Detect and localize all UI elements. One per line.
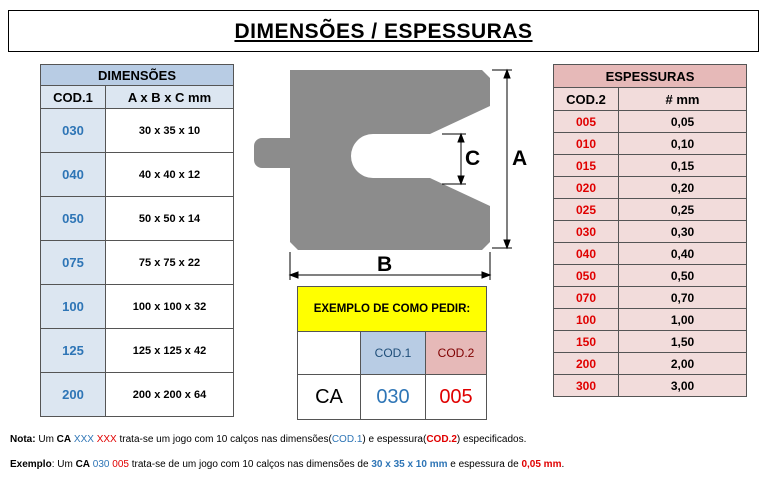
thickness-value-cell: 1,50 [619,331,747,353]
order-example-code1: 030 [361,375,426,420]
dimension-b-label: B [377,253,393,276]
dimensions-code-cell: 200 [41,373,106,417]
thickness-value-cell: 0,20 [619,177,747,199]
order-example-blank-cell [298,332,361,375]
dimension-c-line [442,134,466,184]
thickness-code-cell: 025 [554,199,619,221]
dimensions-col-code: COD.1 [41,86,106,109]
dimensions-value-cell: 75 x 75 x 22 [106,241,234,285]
thickness-body [554,111,747,397]
thickness-code-cell: 100 [554,309,619,331]
thickness-row [554,309,747,331]
thickness-value-cell: 2,00 [619,353,747,375]
dimension-a-label: A [512,147,528,170]
dimensions-header: DIMENSÕES [41,65,234,86]
thickness-code-cell: 040 [554,243,619,265]
dimensions-row [41,197,234,241]
thickness-value-cell: 0,30 [619,221,747,243]
note-line [10,434,526,445]
thickness-value-cell: 3,00 [619,375,747,397]
thickness-row [554,133,747,155]
thickness-code-cell: 015 [554,155,619,177]
title-box [8,10,759,52]
thickness-row [554,265,747,287]
dimensions-row [41,153,234,197]
thickness-code-cell: 030 [554,221,619,243]
order-example-title: EXEMPLO DE COMO PEDIR: [298,287,487,332]
note-text-1: Um [35,434,57,445]
dimensions-value-cell: 40 x 40 x 12 [106,153,234,197]
thickness-code-cell: 010 [554,133,619,155]
dimensions-code-cell: 040 [41,153,106,197]
thickness-code-cell: 150 [554,331,619,353]
thickness-code-cell: 020 [554,177,619,199]
thickness-row [554,375,747,397]
example-note-code1: 030 [90,459,110,470]
order-example-col-code2: COD.2 [426,332,487,375]
dimensions-body [41,109,234,417]
thickness-value-cell: 0,15 [619,155,747,177]
dimensions-row [41,373,234,417]
thickness-row [554,221,747,243]
note-xxx-code2: XXX [93,434,117,445]
note-text-4: ) especificados. [456,434,527,445]
example-note-code2: 005 [109,459,129,470]
example-note-text-4: . [561,459,565,470]
shim-diagram [248,64,548,284]
thickness-row [554,353,747,375]
shim-shape [254,70,490,250]
thickness-code-cell: 300 [554,375,619,397]
dimensions-value-cell: 100 x 100 x 32 [106,285,234,329]
thickness-value-cell: 0,25 [619,199,747,221]
dimensions-row [41,241,234,285]
dimensions-code-cell: 125 [41,329,106,373]
note-ca: CA [56,434,72,445]
thickness-row [554,177,747,199]
thickness-value-cell: 1,00 [619,309,747,331]
order-example-prefix: CA [298,375,361,420]
note-xxx-code1: XXX [71,434,94,445]
note-text-2: trata-se um jogo com 10 calços nas dimensões( [116,434,332,445]
thickness-row [554,287,747,309]
dimensions-row [41,329,234,373]
dimensions-row [41,109,234,153]
thickness-table [553,64,747,397]
dimensions-code-cell: 075 [41,241,106,285]
order-example-col-code1: COD.1 [361,332,426,375]
thickness-value-cell: 0,50 [619,265,747,287]
example-note-ca: CA [75,459,91,470]
dimensions-code-cell: 100 [41,285,106,329]
thickness-col-code: COD.2 [554,88,619,111]
note-text-3: ) e espessura( [362,434,427,445]
dimensions-value-cell: 30 x 35 x 10 [106,109,234,153]
note-label: Nota: [10,434,36,445]
dimensions-code-cell: 030 [41,109,106,153]
dimensions-value-cell: 200 x 200 x 64 [106,373,234,417]
thickness-row [554,155,747,177]
dimensions-value-cell: 125 x 125 x 42 [106,329,234,373]
order-example-table [297,286,487,420]
page-title: DIMENSÕES / ESPESSURAS [234,20,533,43]
thickness-row [554,199,747,221]
dimension-c-label: C [465,147,481,170]
thickness-code-cell: 200 [554,353,619,375]
example-note-line [10,459,564,470]
dimensions-value-cell: 50 x 50 x 14 [106,197,234,241]
order-example-code2: 005 [426,375,487,420]
dimensions-table [40,64,234,417]
dimension-a-line [492,70,512,248]
thickness-row [554,111,747,133]
thickness-row [554,331,747,353]
example-note-label: Exemplo [10,459,52,470]
thickness-code-cell: 050 [554,265,619,287]
example-note-text-3: e espessura de [447,459,522,470]
dimensions-col-size: A x B x C mm [106,86,234,109]
thickness-code-cell: 005 [554,111,619,133]
thickness-value-cell: 0,70 [619,287,747,309]
example-note-thickness: 0,05 mm [521,459,562,470]
note-cod1: COD.1 [331,434,363,445]
dimensions-row [41,285,234,329]
example-note-text-2: trata-se de um jogo com 10 calços nas dimensões de [128,459,372,470]
dimensions-code-cell: 050 [41,197,106,241]
thickness-code-cell: 070 [554,287,619,309]
thickness-value-cell: 0,05 [619,111,747,133]
example-note-dims: 30 x 35 x 10 mm [371,459,448,470]
thickness-value-cell: 0,10 [619,133,747,155]
thickness-value-cell: 0,40 [619,243,747,265]
thickness-col-mm: # mm [619,88,747,111]
thickness-header: ESPESSURAS [554,65,747,88]
note-cod2: COD.2 [426,434,457,445]
thickness-row [554,243,747,265]
example-note-text-1: : Um [51,459,76,470]
